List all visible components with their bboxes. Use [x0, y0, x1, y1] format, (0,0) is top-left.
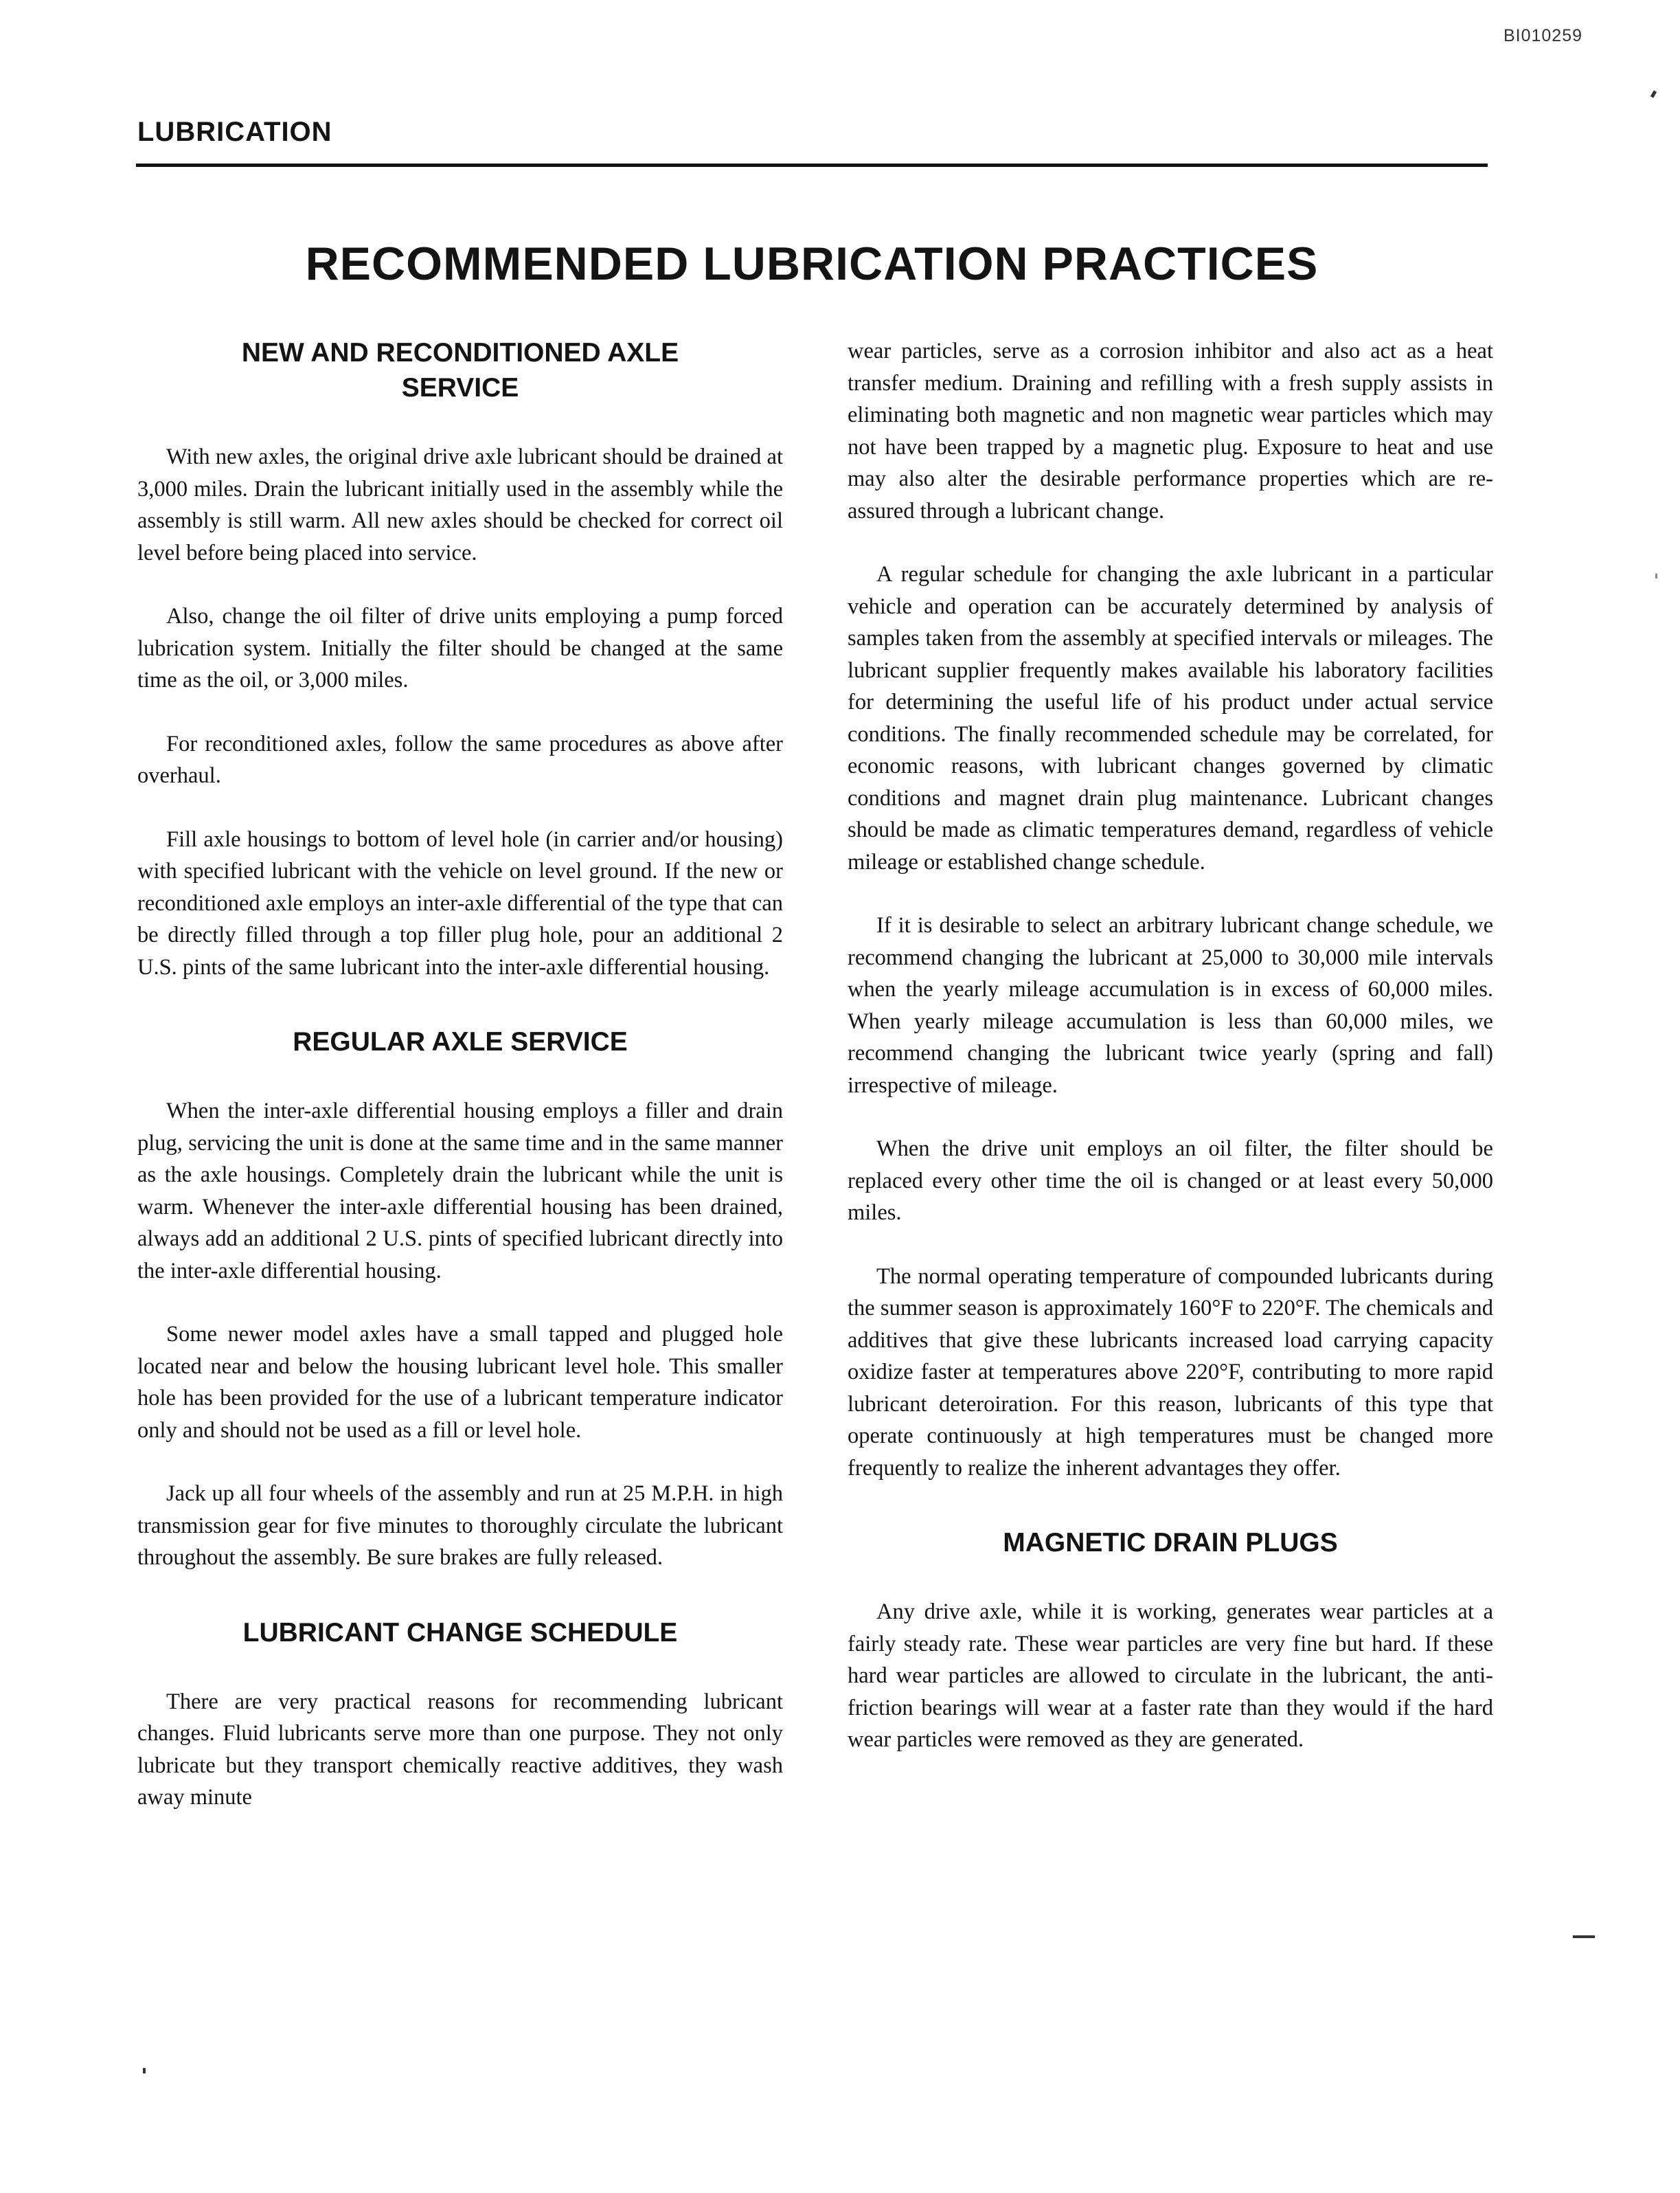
heading-regular-axle-service: REGULAR AXLE SERVICE [293, 1027, 628, 1057]
scan-speck [1655, 574, 1657, 578]
document-id: BI010259 [1503, 26, 1582, 45]
paragraph: If it is desirable to select an arbitrary lubricant change schedule, we recommend changing the lubricant at 25,000 to 30,000 mile intervals when the yearly mileage accumulation is in excess of 60,000 miles. When yearly mileage accumulation is less than 60,000 miles, we recommend changing the lubricant twice yearly (spring and fall) irrespective of mileage. [848, 913, 1493, 1098]
paragraph: Any drive axle, while it is working, generates wear particles at a fairly steady rate. These wear particles are very fine but hard. If these hard wear particles are allowed to circulate in the lubricant, the anti-friction bearings will wear at a faster rate than they would if the hard wear particles were removed as they are generated. [848, 1599, 1493, 1752]
paragraph: When the inter-axle differential housing employs a filler and drain plug, servicing the unit is done at the same time and in the same manner as the axle housings. Completely drain the lubricant while the unit is warm. Whenever the inter-axle differential housing has been drained, always add an additional 2 U.S. pints of specified lubricant directly into the inter-axle differential housing. [137, 1099, 783, 1283]
paragraph: Some newer model axles have a small tapped and plugged hole located near and below the housing lubricant level hole. This smaller hole has been provided for the use of a lubricant temperature indicator only and should not be used as a fill or level hole. [137, 1322, 783, 1443]
paragraph: For reconditioned axles, follow the same procedures as above after overhaul. [137, 731, 783, 788]
paragraph: When the drive unit employs an oil filter, the filter should be replaced every other time the oil is changed or at least every 50,000 miles. [848, 1136, 1493, 1225]
paragraph: With new axles, the original drive axle lubricant should be drained at 3,000 miles. Drain the lubricant initially used in the assembly while the assembly is still warm. All new axles should be checked for correct oil level before being placed into service. [137, 445, 783, 565]
section-header: LUBRICATION [137, 117, 332, 147]
paragraph: Fill axle housings to bottom of level hole (in carrier and/or housing) with specified lubricant with the vehicle on level ground. If the new or reconditioned axle employs an inter-axle differential of the type that can be directly filled through a top filler plug hole, pour an additional 2 U.S. pints of the same lubricant into the inter-axle differential housing. [137, 826, 783, 980]
paragraph: The normal operating temperature of compounded lubricants during the summer season is approximately 160°F to 220°F. The chemicals and additives that give these lubricants increased load carrying capacity oxidize faster at temperatures above 220°F, contributing to more rapid lubricant deteroiration. For this reason, lubricants of this type that operate continuously at high temperatures must be changed more frequently to realize the inherent advantages they offer. [848, 1263, 1493, 1481]
left-column [137, 335, 783, 1845]
heading-new-reconditioned-axle-service: NEW AND RECONDITIONED AXLE SERVICE [241, 338, 679, 403]
heading-lubricant-change-schedule: LUBRICANT CHANGE SCHEDULE [242, 1617, 678, 1647]
scan-speck [1650, 90, 1657, 98]
paragraph: Also, change the oil filter of drive units employing a pump forced lubrication system. Initially the filter should be changed at the same time as the oil, or 3,000 miles. [137, 604, 783, 693]
paragraph: There are very practical reasons for recommending lubricant changes. Fluid lubricants serve more than one purpose. They not only lubricate but they transport chemically reactive additives, they wash away minute [137, 1689, 783, 1810]
paragraph: wear particles, serve as a corrosion inhibitor and also act as a heat transfer medium. Draining and refilling with a fresh supply assists in eliminating both magnetic and non magnetic wear particles which may not have been trapped by a magnetic plug. Exposure to heat and use may also alter the desirable performance properties which are re-assured through a lubricant change. [848, 339, 1493, 524]
right-column [848, 335, 1493, 1788]
scan-speck [143, 2068, 146, 2073]
header-rule [136, 164, 1488, 167]
paragraph: Jack up all four wheels of the assembly and run at 25 M.P.H. in high transmission gear for five minutes to thoroughly circulate the lubricant throughout the assembly. Be sure brakes are fully released. [137, 1481, 783, 1570]
paragraph: A regular schedule for changing the axle lubricant in a particular vehicle and operation can be accurately determined by analysis of samples taken from the assembly at specified intervals or mileages. The lubricant supplier frequently makes available his laboratory facilities for determining the useful life of his product under actual service conditions. The finally recommended schedule may be correlated, for economic reasons, with lubricant changes governed by climatic conditions and magnet drain plug maintenance. Lubricant changes should be made as climatic temperatures demand, regardless of vehicle mileage or established change schedule. [848, 562, 1493, 875]
scan-dash [1573, 1935, 1595, 1938]
page-title: RECOMMENDED LUBRICATION PRACTICES [305, 238, 1319, 290]
heading-magnetic-drain-plugs: MAGNETIC DRAIN PLUGS [1003, 1528, 1338, 1557]
